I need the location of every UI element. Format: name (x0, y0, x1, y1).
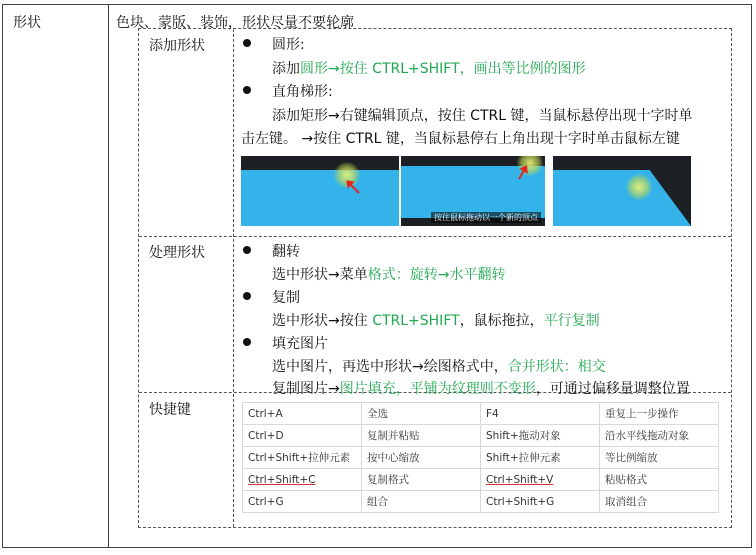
shortcut-key: F4 (481, 403, 600, 425)
inner-table (138, 28, 732, 528)
trapezoid-shape (553, 170, 691, 226)
fill-line-1-prefix: 选中图片，再选中形状→绘图格式中， (272, 359, 508, 375)
flip-title: 翻转 (272, 244, 300, 260)
shortcut-table (242, 402, 719, 513)
fill-line-2 (272, 378, 690, 398)
trapezoid-screenshots (241, 156, 691, 226)
cursor-glow-icon (626, 174, 652, 200)
bullet-icon (243, 292, 251, 300)
fill-line-2-green: 图片填充，平铺为纹理则不变形 (339, 381, 536, 397)
shortcut-key: Shift+拉伸元素 (481, 447, 600, 469)
table-row (243, 469, 719, 491)
bullet-icon (243, 39, 251, 47)
column-divider (108, 5, 109, 547)
circle-prefix: 添加 (272, 61, 300, 77)
shortcut-action: 粘贴格式 (600, 469, 719, 491)
screenshot-3 (553, 156, 691, 226)
circle-green: 圆形→按住 CTRL+SHIFT，画出等比例的图形 (300, 61, 586, 77)
shortcut-action: 复制格式 (362, 469, 481, 491)
copy-instruction (272, 310, 600, 330)
shortcut-key: Ctrl+A (243, 403, 362, 425)
blue-shape (241, 170, 399, 226)
table-row (243, 425, 719, 447)
intro-text: 色块、蒙版、装饰，形状尽量不要轮廓 (116, 15, 354, 31)
fill-line-2-suffix: ，可通过偏移量调整位置 (535, 381, 690, 397)
table-row (243, 403, 719, 425)
trapezoid-line-2: 击左键。 →按住 CTRL 键，当鼠标悬停右上角出现十字时单击鼠标左键 (241, 131, 680, 147)
flip-green: 格式：旋转→水平翻转 (367, 267, 506, 283)
row-label: 形状 (13, 15, 41, 31)
shortcut-key: Ctrl+Shift+拉伸元素 (243, 447, 362, 469)
inner-column-divider (233, 29, 234, 527)
table-row (243, 491, 719, 513)
fill-line-2-prefix: 复制图片→ (272, 381, 340, 397)
flip-instruction (272, 264, 505, 284)
outer-table (2, 4, 752, 548)
shortcut-key: Ctrl+Shift+C (243, 469, 362, 491)
shortcut-key: Ctrl+Shift+G (481, 491, 600, 513)
inner-row-divider (139, 236, 731, 237)
circle-instruction (272, 58, 586, 78)
shortcut-key: Ctrl+G (243, 491, 362, 513)
bullet-icon (243, 338, 251, 346)
screenshot-1 (241, 156, 399, 226)
trapezoid-line-1: 添加矩形→右键编辑顶点，按住 CTRL 键，当鼠标悬停出现十字时单 (272, 108, 693, 124)
screenshot-2 (401, 156, 545, 226)
section-label-add: 添加形状 (149, 38, 205, 54)
bullet-icon (243, 246, 251, 254)
screenshot-caption: 按住鼠标拖动以一个新的顶点 (431, 212, 541, 223)
shortcut-action: 复制并粘贴 (362, 425, 481, 447)
shortcut-key: Ctrl+D (243, 425, 362, 447)
shortcut-action: 按中心缩放 (362, 447, 481, 469)
fill-title: 填充图片 (272, 336, 328, 352)
copy-title: 复制 (272, 290, 300, 306)
shortcut-action: 等比例缩放 (600, 447, 719, 469)
section-label-process: 处理形状 (149, 245, 205, 261)
table-row (243, 447, 719, 469)
shortcut-key: Ctrl+Shift+V (481, 469, 600, 491)
shortcut-action: 取消组合 (600, 491, 719, 513)
circle-title: 圆形: (272, 37, 305, 53)
fill-line-1-green: 合并形状：相交 (507, 359, 606, 375)
fill-line-1 (272, 356, 606, 376)
shortcut-action: 沿水平线拖动对象 (600, 425, 719, 447)
copy-prefix: 选中形状→按住 (272, 313, 373, 329)
section-label-shortcuts: 快捷键 (149, 402, 191, 418)
shortcut-key: Shift+拖动对象 (481, 425, 600, 447)
shortcut-action: 重复上一步操作 (600, 403, 719, 425)
shortcut-action: 全选 (362, 403, 481, 425)
flip-prefix: 选中形状→菜单 (272, 267, 368, 283)
copy-green-2: 平行复制 (543, 313, 600, 329)
shortcut-action: 组合 (362, 491, 481, 513)
trapezoid-title: 直角梯形: (272, 84, 333, 100)
copy-green-1: CTRL+SHIFT (372, 313, 460, 329)
copy-mid: ，鼠标拖拉， (459, 313, 544, 329)
bullet-icon (243, 86, 251, 94)
